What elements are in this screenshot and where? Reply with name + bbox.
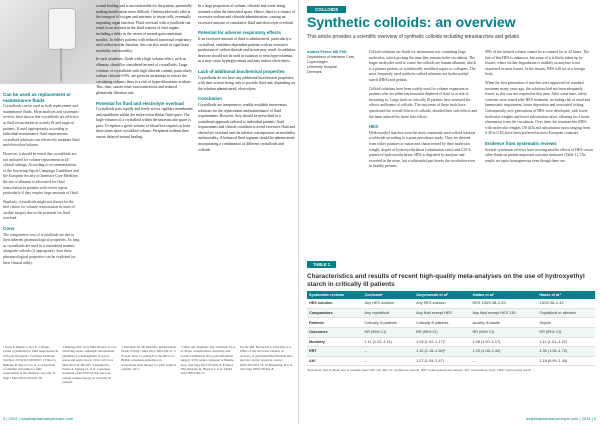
body-paragraph: Crystalloids are inexpensive, readily available intravenous solutions for the replacement and maintenance of fluid requirements. However, they should be prescribed in a considered approach tailored to individual patients' fluid requirements and clinical condition to avoid excessive fluid and electrolyte overload and the adverse consequences on morbidity and mortality. A balanced fluid regimen should be administered incorporating a combination of different crystalloids and colloids. (198, 102, 296, 152)
table-cell: Any HES solution (363, 299, 415, 308)
body-paragraph: When the first generation of starches were approved for standard treatment many years ago, the solutions had not been adequately tested, as this was not required at that time. After some time, safety concerns were raised after HES treatment, including risk of renal and haemostatic impairment, tissue deposition and associated itching. Consequently, new generations of HES were developed, with lower molecular weights and lower substitution ratios, allowing for a faster elimination from the circulation. Over time, the tetrastarches (HES with molecular weights 130 kDa and substitution ratios ranging from 0.38 to 0.45) have been preferred in most European countries. (485, 80, 591, 136)
reference-block: 9 Lobo DN, Bostock KA, Neal KR et al. Effect of salt and water balance on recovery of gastrointestinal function after elective colonic resection. Lancet 2002;359:1812-18. 10 Brandstrup B et al. Ann Surg 2003;238:641-8. (239, 345, 294, 372)
author-affiliation-3: University Hospital, (307, 65, 338, 69)
article-intro: This article provides a scientific overview of synthetic colloids including tetrastarches and gelatin (307, 34, 520, 40)
section-heading: Conclusion (198, 96, 222, 102)
table-cell: AKI (307, 356, 363, 366)
table-row (307, 299, 595, 308)
table-cell: 1.09 (1.02–1.17)* (414, 337, 470, 347)
right-column-2 (485, 50, 593, 167)
table-header-cell: Systematic reviews (307, 291, 363, 299)
table-cell: 1.25 (1.08–1.44) (470, 347, 537, 357)
table-cell: Mortality (307, 337, 363, 347)
table-cell: 1.27 (1.09–1.47) (414, 356, 470, 366)
table-cell: RR (95% CI) (363, 327, 415, 337)
table-cell: HES solution (307, 299, 363, 308)
reference-block: 7 Shaw AD, Bagshaw SM, Goldstein SL et al. Major complications, mortality, and resource utilization after open abdominal surgery: 0.9% saline compared to Plasma-Lyte. Ann Surg 2012;255:821-9. 8 Yunos NM, Bellomo R, Hegarty C et al. JAMA 2012;308:1566-72. (180, 345, 236, 376)
right-column-1 (369, 50, 477, 173)
table-header-cell: Zarychanski et al² (414, 291, 470, 299)
body-paragraph: However, it should be noted that crystalloids are not indicated for volume replacement in all clinical settings. According to recommendations of the Surviving Sepsis Campaign Guidelines and the European Society of Intensive Care Medicine, the use of albumin is advocated for fluid resuscitation in patients with severe sepsis, particularly if they require large amounts of fluid. (3, 151, 79, 196)
section-heading: Potential for fluid and electrolyte overload (96, 100, 184, 106)
table-cell: RR (95% CI) (414, 327, 470, 337)
body-paragraph: If an excessive amount of fluid is administered, particularly a crystalloid, ventilator-dependent patients with an excessive production of carbon dioxide and lactate may result. In addition, dextrose should not be used in isolation to treat hypovolaemia, as it may cause hyperglycaemia and may induce electrolytes. (198, 36, 296, 64)
table-row (307, 318, 595, 328)
table-header-cell: Cochrane¹ (363, 291, 415, 299)
table-cell: – (470, 356, 537, 366)
reference-block: 5 Myburgh JA, Mythen MG. Resuscitation fluids. N Engl J Med 2013;369:1243-51. 6 Powell-Tuck J, Gosling P, Lobo DN et al. British consensus guidelines on intravenous fluid therapy for adult surgical patients. 2011. (121, 345, 177, 372)
section-heading: Potential for adverse respiratory effects (198, 30, 281, 36)
body-paragraph: The comparative cost of crystalloids are due to their inherent pharmacological properties. As long as crystalloids are used in a considered manner, alongside colloids (if appropriate), then these pharmacological properties can be exploited for their clinical utility. (3, 232, 80, 265)
table-cell: – (363, 356, 415, 366)
table-cell: RRT (307, 347, 363, 357)
table-cell: 1.32 (1.15–1.50)* (414, 347, 470, 357)
reference-block: 1 Perel P, Roberts I, Ker K. Colloids versus crystalloids for fluid resuscitation in critically ill patients. Cochrane Database Syst Rev 2013;(2):CD000567. 2 Finfer S, Bellomo R, Boyce N et al. A comparison of albumin and saline for fluid resuscitation in the intensive care unit. N Engl J Med 2004;350:2247-56. (3, 345, 59, 380)
table-cell: Outcomes (307, 327, 363, 337)
table-header-cell: Haase et al⁴ (537, 291, 595, 299)
table-caption: Characteristics and results of recent high-quality meta-analyses on the use of hydroxyethyl starch in critically ill patients (307, 273, 585, 288)
section-heading: Evidence from systematic reviews (485, 140, 557, 146)
left-middle-column (96, 4, 194, 144)
iv-drip-bag-icon (48, 8, 76, 50)
table-cell: 1.08 (1.00–1.17) (470, 337, 537, 347)
iv-tube-icon (60, 48, 62, 82)
table-cell: Comparators (307, 308, 363, 318)
section-heading: Lack of additional biochemical properties (198, 68, 285, 74)
table-cell: Sepsis (537, 318, 595, 328)
left-right-column (198, 4, 296, 156)
table-cell: Any fluid except HES (414, 308, 470, 318)
body-paragraph: Crystalloids can be used as both replacement and maintenance fluids. Meta-analyses and systematic reviews have shown that crystalloids are effective as fluid resuscitation in acutely ill and surgical patients. If used appropriately according to individual maintenance fluid requirements, crystalloid solutions can effectively maintain fluid and electrolyte balance. (3, 104, 80, 148)
table-cell: Any HES solution (414, 299, 470, 308)
left-page (0, 0, 299, 424)
table-cell: RR (95% CI) (470, 327, 537, 337)
meta-analysis-table (307, 291, 595, 366)
article-title: Synthetic colloids: an overview (307, 14, 516, 30)
table-row (307, 337, 595, 347)
right-page (301, 0, 600, 424)
body-paragraph: Colloid solutions have been widely used for volume expansion in patients who are either intravascular depleted of fluid or at risk of becoming so. Large trials in critically ill patients have assessed the effects and harms of colloids. The outcomes of these trials have questioned the overall effects of colloids, detailed their side effects and the harm induced by these side effects. (369, 86, 477, 119)
author-affiliation-1: Department of Intensive Care, (307, 55, 355, 59)
table-cell: Critically ill patients (363, 318, 415, 328)
table-body (307, 299, 595, 366)
section-heading: Can be used as replacement or maintenance fluids (3, 92, 71, 103)
table-row (307, 327, 595, 337)
body-paragraph: In such situations, fluids with a high volume effect, such as albumin, should be considered instead of crystalloids. Large volumes of crystalloids with high chloride content, particularly sodium chloride 0.9%, are given in an attempt to restore the circulating volume; there is a risk of hyperchloraemic acidosis. This, then, causes renal vasoconstriction and reduced glomerular filtration rate. (96, 57, 192, 95)
right-page-footer: hospitalpharmacyeurope.com | 2014 | 5 (525, 416, 596, 421)
reference-block: 3 Dellinger RP, Levy MM, Rhodes A et al. Surviving sepsis campaign: international guidelines for management of severe sepsis and septic shock: 2012. Crit Care Med 2013;41:580-637. 4 Reinhart K, Perner A, Sprung CL et al. Consensus statement of the ESICM task force on colloid volume therapy in critically ill patients. (62, 345, 117, 385)
author-affiliation-2: Copenhagen (307, 60, 328, 64)
author-affiliation-4: Denmark (307, 70, 322, 74)
table-cell: 1.36 (1.08–1.72) (537, 347, 595, 357)
table-cell: 1.11 (1.01–1.22) (537, 337, 595, 347)
references-list (3, 345, 295, 409)
left-sidebar-column (3, 88, 80, 269)
table-cell: Any crystalloid (363, 308, 415, 318)
table-row (307, 356, 595, 366)
table-cell: 1.11 (1.02–1.11) (363, 337, 415, 347)
table-cell: 130/0.38–0.42 (537, 299, 595, 308)
body-paragraph: Several systematic reviews have investigated the effects of HES versus other fluids on patient important outcome measures (Table 1). The results are quite homogeneous even though there are. (485, 147, 594, 163)
table-cell: RR (95% CI) (537, 327, 595, 337)
section-heading: Cons (3, 226, 15, 232)
body-paragraph: Crystalloids pass rapidly and freely across capillary membranes and equilibrate within the entire extracellular fluid space. The large volumes of a crystalloid within the intravascular space is poor. To replace a given volume of blood loss requires at least three times more crystalloid volume. Peripheral oedema then causes delayed wound healing. (96, 107, 193, 140)
table-cell: Patients (307, 318, 363, 328)
table-label: TABLE 1 (307, 261, 336, 268)
body-paragraph: wound healing and is uncomfortable for the patient, potentially making mobilisation more difficult. Oedema adversely affects the transport of oxygen and nutrients to tissue cells, eventually impairing organ function. Fluid overload with crystalloids can result in an increase in the fluid content of vital organs, including a delay in the return of normal gastrointestinal motility. In elderly patients with reduced functional respiratory and cardiovascular function, this can also result in significant morbidity and mortality. (96, 4, 192, 53)
table-row (307, 308, 595, 318)
body-paragraph: 90% of the infused volume cannot be accounted for at 24 hours. The fate of this HES is unknown, but some of it is likely taken up by tissues, where further degradation is unlikely as amylase is not expressed in most tissues. In the tissues, HES will act as a foreign body. (485, 50, 589, 77)
table-row (307, 347, 595, 357)
table-header-cell: Gattas et al³ (470, 291, 537, 299)
table-cell: – (363, 347, 415, 357)
author-name: Anders Perner MD PhD (307, 50, 347, 54)
table-cell: Crystalloid or albumin (537, 308, 595, 318)
section-tag: COLLOIDS (307, 6, 346, 13)
table-cell: HES 130/0.38–0.45 (470, 299, 537, 308)
body-paragraph: Crystalloids do not have any additional biochemical properties, with their actions being only to provide fluid and, depending on the solution administered, electrolytes. (198, 75, 295, 91)
table-header-row (307, 291, 595, 299)
left-page-footer: 4 | 2014 | hospitalpharmacyeurope.com (3, 416, 74, 421)
table-cell: Any fluid except HES 130 (470, 308, 537, 318)
table-footnote: *Excluding trials by Boldt due to possible fraud. RR: risk ratio; CI: confidence interval; RRT: renal replacement therapy; AKI: acute kidney injury; HES: hydroxyethyl starch. (307, 368, 533, 373)
body-paragraph: In a large proportion of sodium, chloride and water being retained within the interstitial space. Hence, there is a chance of excessive sodium and chloride administration, causing an excessive amount of cumulative fluid and electrolyte overload. (198, 4, 295, 25)
table-cell: 1.18 (0.99–1.40) (537, 356, 595, 366)
body-paragraph: Hydroxyethyl starches were the most commonly used colloid solution worldwide according to a point prevalence study. They are derived from either potatoes or maize and characterised by their molecular weight, degree of hydroxyethylation (substitution ratio) and C2/C6 pattern of hydroxyethylation. HES is degraded by amylase and excreted in the urine, but a substantial part leaves the circulation even in healthy persons. (369, 130, 476, 169)
section-heading: HES (369, 124, 379, 130)
table-cell: Acutely ill adults (470, 318, 537, 328)
body-paragraph: Similarly, crystalloids might not always be the best choice for volume resuscitation in cases of cardiac surgery due to the potential for fluid overload. (3, 199, 75, 221)
author-block (307, 50, 365, 75)
table-cell: Critically ill patients (414, 318, 470, 328)
table-1 (307, 253, 595, 372)
body-paragraph: Colloid solutions are fluids for intravenous use containing large molecules, which prolong the time they remain in the circulation. The larger molecules used to create the colloids are human albumin, which is a plasma protein, or synthetically modified sugars or collagens. The most frequently used synthetic colloid solutions are hydroxyethyl starch (HES) and gelatin. (369, 50, 476, 82)
